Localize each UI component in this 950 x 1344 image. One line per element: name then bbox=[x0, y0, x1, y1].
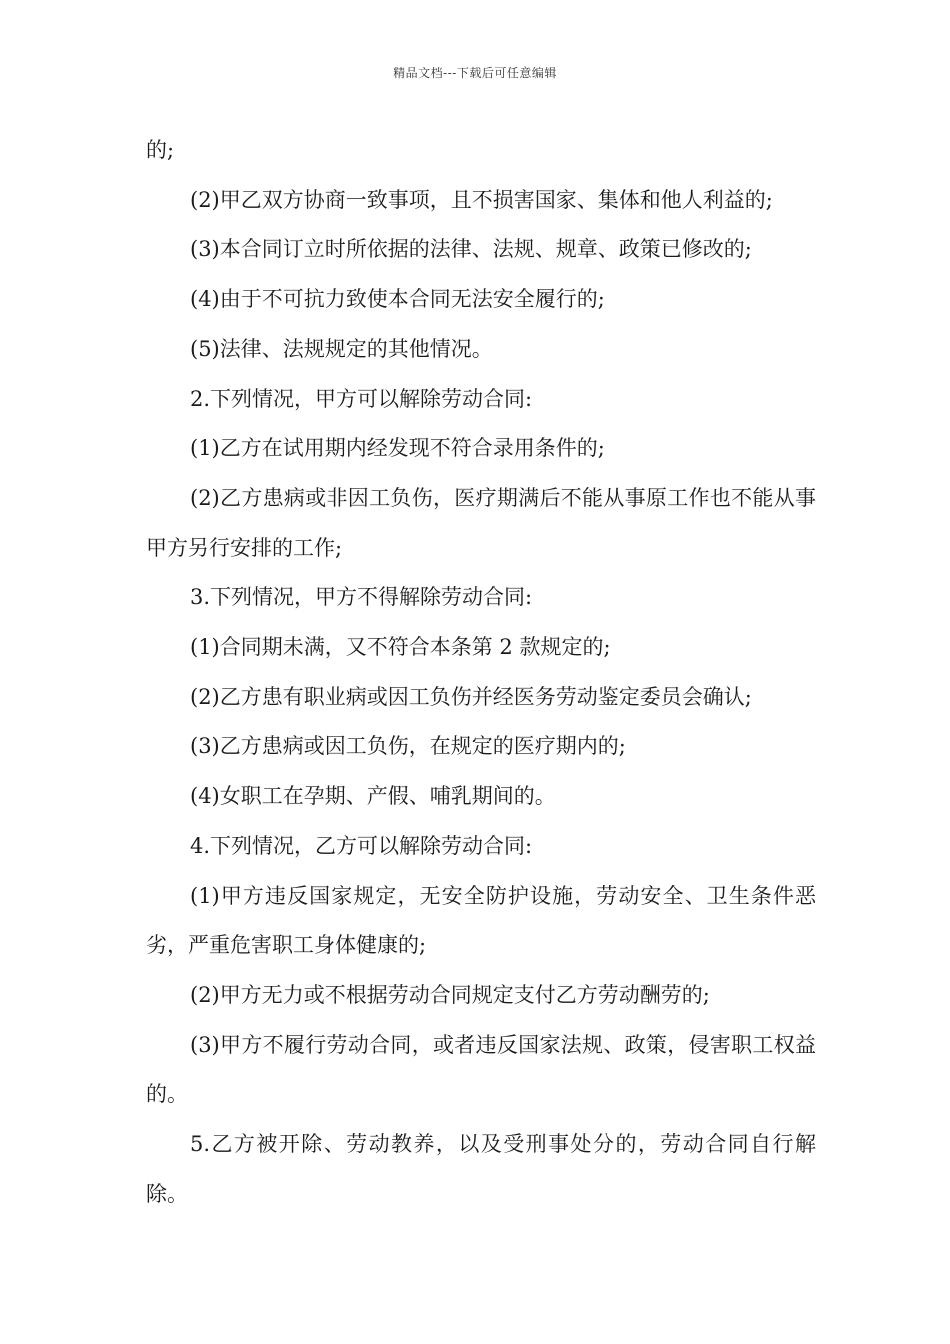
paragraph: (3)甲方不履行劳动合同，或者违反国家法规、政策，侵害职工权益的。 bbox=[146, 1032, 816, 1107]
paragraph: (1)乙方在试用期内经发现不符合录用条件的; bbox=[190, 436, 605, 461]
paragraph: (1)合同期未满，又不符合本条第 2 款规定的; bbox=[190, 635, 611, 660]
paragraph: (2)乙方患有职业病或因工负伤并经医务劳动鉴定委员会确认; bbox=[190, 684, 752, 709]
paragraph: (3)本合同订立时所依据的法律、法规、规章、政策已修改的; bbox=[190, 237, 752, 262]
paragraph: (2)甲方无力或不根据劳动合同规定支付乙方劳动酬劳的; bbox=[190, 982, 710, 1007]
paragraph: (2)乙方患病或非因工负伤，医疗期满后不能从事原工作也不能从事甲方另行安排的工作; bbox=[146, 485, 816, 560]
paragraph: (3)乙方患病或因工负伤，在规定的医疗期内的; bbox=[190, 734, 626, 759]
paragraph: (1)甲方违反国家规定，无安全防护设施，劳动安全、卫生条件恶劣，严重危害职工身体健康的; bbox=[146, 883, 816, 958]
paragraph: 的; bbox=[146, 138, 175, 162]
paragraph: 3.下列情况，甲方不得解除劳动合同: bbox=[190, 585, 533, 610]
document-body bbox=[146, 126, 816, 1219]
paragraph: 4.下列情况，乙方可以解除劳动合同: bbox=[190, 833, 533, 858]
page-header: 精品文档---下载后可任意编辑 bbox=[393, 66, 557, 80]
paragraph: 5.乙方被开除、劳动教养，以及受刑事处分的，劳动合同自行解除。 bbox=[146, 1132, 816, 1206]
paragraph: (4)由于不可抗力致使本合同无法安全履行的; bbox=[190, 287, 605, 312]
paragraph: (4)女职工在孕期、产假、哺乳期间的。 bbox=[190, 784, 556, 809]
paragraph: (5)法律、法规规定的其他情况。 bbox=[190, 336, 493, 361]
paragraph: 2.下列情况，甲方可以解除劳动合同: bbox=[190, 386, 533, 411]
paragraph: (2)甲乙双方协商一致事项，且不损害国家、集体和他人利益的; bbox=[190, 187, 773, 212]
